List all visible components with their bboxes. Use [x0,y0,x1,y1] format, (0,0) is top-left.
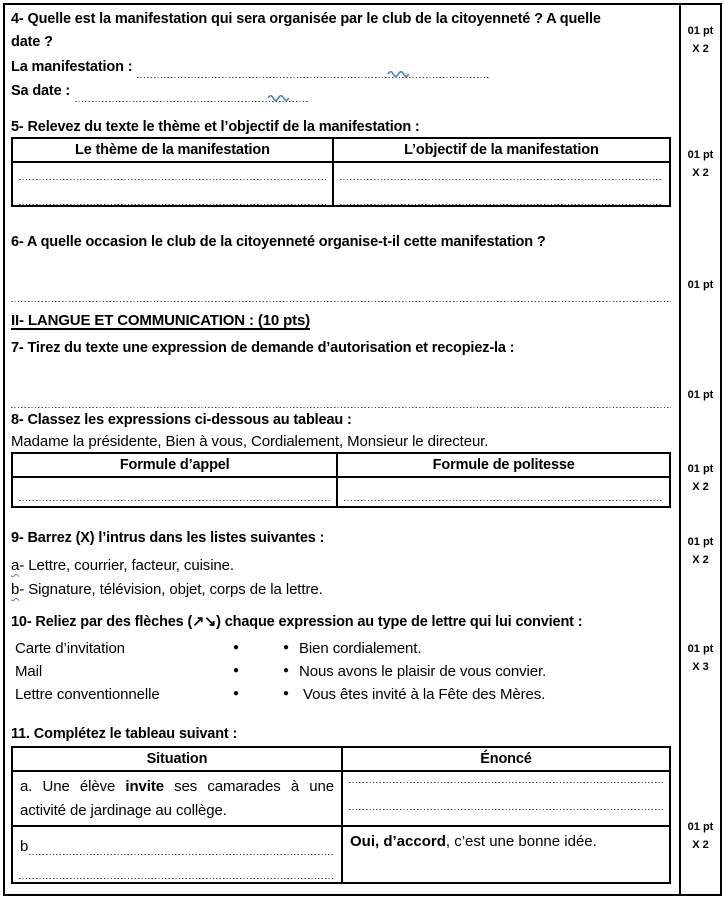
dotted-answer-line [344,499,663,501]
item-b-letter: b [11,581,20,598]
document-frame [3,3,722,896]
question-7-title: 7- Tirez du texte une expression de demande d’autorisation et recopiez-la : [11,340,515,356]
table-cell-politesse [336,478,669,506]
match-right-label: Bien cordialement. [299,639,422,657]
situation-a-bold: invite [125,778,164,795]
item-b-text: - Signature, télévision, objet, corps de la lettre. [19,581,323,598]
situation-a-post: ses camarades à une activité de jardinage au collège. [20,778,334,819]
dotted-answer-line [340,203,663,205]
spellcheck-squiggle-icon [387,64,409,81]
question-10 [11,612,674,705]
dotted-answer-line [75,88,308,102]
table-cell-enonce-a [341,772,669,825]
question-10-title: 10- Reliez par des flèches (↗↘) chaque expression au type de lettre qui lui convient : [11,614,583,630]
match-right-label: Nous avons le plaisir de vous convier. [299,662,547,680]
question-8-expressions: Madame la présidente, Bien à vous, Cordialement, Monsieur le directeur. [11,433,489,450]
points-q7 [681,386,720,404]
question-7 [11,338,674,408]
table-header-enonce: Énoncé [341,748,669,770]
dotted-answer-line [19,203,326,205]
question-5 [11,117,674,207]
points-multiplier: X 3 [692,661,709,673]
points-multiplier: X 2 [692,481,709,493]
points-q10 [681,640,720,676]
bullet-icon: ● [283,688,289,699]
question-4-title-line2: date ? [11,34,53,50]
match-left-label: Lettre conventionnelle [15,685,160,703]
question-8-title: 8- Classez les expressions ci-dessous au tableau : [11,412,352,428]
points-q5 [681,146,720,182]
match-left-label: Carte d’invitation [15,639,125,657]
question-4-title-line1: 4- Quelle est la manifestation qui sera organisée par le club de la citoyenneté ? A quelle [11,11,601,27]
points-q6 [681,276,720,294]
section-2-heading [11,310,674,331]
question-9-item-b [11,579,674,601]
theme-objective-table [11,137,671,207]
table-cell-situation-b [13,827,341,882]
question-11-title: 11. Complétez le tableau suivant : [11,726,238,742]
dotted-answer-line [349,808,663,810]
points-value: 01 pt [687,463,714,475]
table-header-formule-politesse: Formule de politesse [336,454,669,476]
situation-a-pre: a. Une élève [20,778,126,795]
question-9-item-a [11,555,674,577]
situation-a-text [13,772,341,826]
match-left-label: Mail [15,662,43,680]
table-header-objectif: L’objectif de la manifestation [332,139,669,161]
questions-area [5,5,679,894]
situation-b-label: b [20,838,29,855]
match-right-label: Vous êtes invité à la Fête des Mères. [303,685,546,703]
points-value: 01 pt [687,389,714,401]
item-a-letter: a [11,557,20,574]
question-4 [11,8,674,102]
bullet-icon: ● [233,642,239,653]
points-value: 01 pt [687,821,714,833]
bullet-icon: ● [283,642,289,653]
match-row-2 [11,660,674,682]
table-cell-objectif [332,163,669,205]
table-header-theme: Le thème de la manifestation [74,142,270,158]
bullet-icon: ● [233,688,239,699]
table-header-formule-appel: Formule d’appel [119,457,230,473]
table-cell-enonce-b [341,827,669,882]
table-cell-situation-a [13,772,341,825]
table-cell-theme [13,163,332,205]
match-row-3 [11,683,674,705]
dotted-answer-line [340,178,663,180]
points-value: 01 pt [687,279,714,291]
item-a-text: - Lettre, courrier, facteur, cuisine. [19,557,234,574]
question-6-title: 6- A quelle occasion le club de la citoyenneté organise-t-il cette manifestation ? [11,234,546,250]
table-cell-appel [13,478,336,506]
enonce-b-text [343,827,669,857]
answer-line-date [11,78,674,102]
points-q8 [681,460,720,496]
bullet-icon: ● [233,665,239,676]
question-6 [11,232,674,302]
match-row-1 [11,637,674,659]
points-q9 [681,533,720,569]
points-value: 01 pt [687,536,714,548]
answer-label: La manifestation : [11,59,133,75]
dotted-answer-line [11,282,671,302]
dotted-answer-line [19,877,335,879]
points-multiplier: X 2 [692,43,709,55]
dotted-answer-line [19,178,326,180]
question-9 [11,528,674,601]
answer-line-manifestation [11,54,674,78]
answer-label: Sa date : [11,83,71,99]
question-8 [11,410,674,508]
points-multiplier: X 2 [692,839,709,851]
enonce-b-bold: Oui, d’accord [350,833,446,850]
enonce-b-rest: , c’est une bonne idée. [445,833,597,850]
points-column [679,5,720,894]
points-multiplier: X 2 [692,554,709,566]
formules-table [11,452,671,508]
dotted-answer-line [137,64,489,78]
points-value: 01 pt [687,25,714,37]
spellcheck-squiggle-icon [267,88,289,105]
situation-enonce-table [11,746,671,884]
points-value: 01 pt [687,643,714,655]
dotted-answer-line [11,388,671,408]
points-value: 01 pt [687,149,714,161]
question-5-title: 5- Relevez du texte le thème et l’objectif de la manifestation : [11,119,420,135]
points-multiplier: X 2 [692,167,709,179]
section-2-title: II- LANGUE ET COMMUNICATION : (10 pts) [11,312,311,329]
points-q11 [681,818,720,854]
question-9-title: 9- Barrez (X) l’intrus dans les listes suivantes : [11,530,325,546]
dotted-answer-line [29,842,335,855]
bullet-icon: ● [283,665,289,676]
question-11 [11,724,674,884]
dotted-answer-line [19,499,330,501]
table-header-situation: Situation [146,751,208,767]
points-q4 [681,22,720,58]
dotted-answer-line [349,781,663,783]
